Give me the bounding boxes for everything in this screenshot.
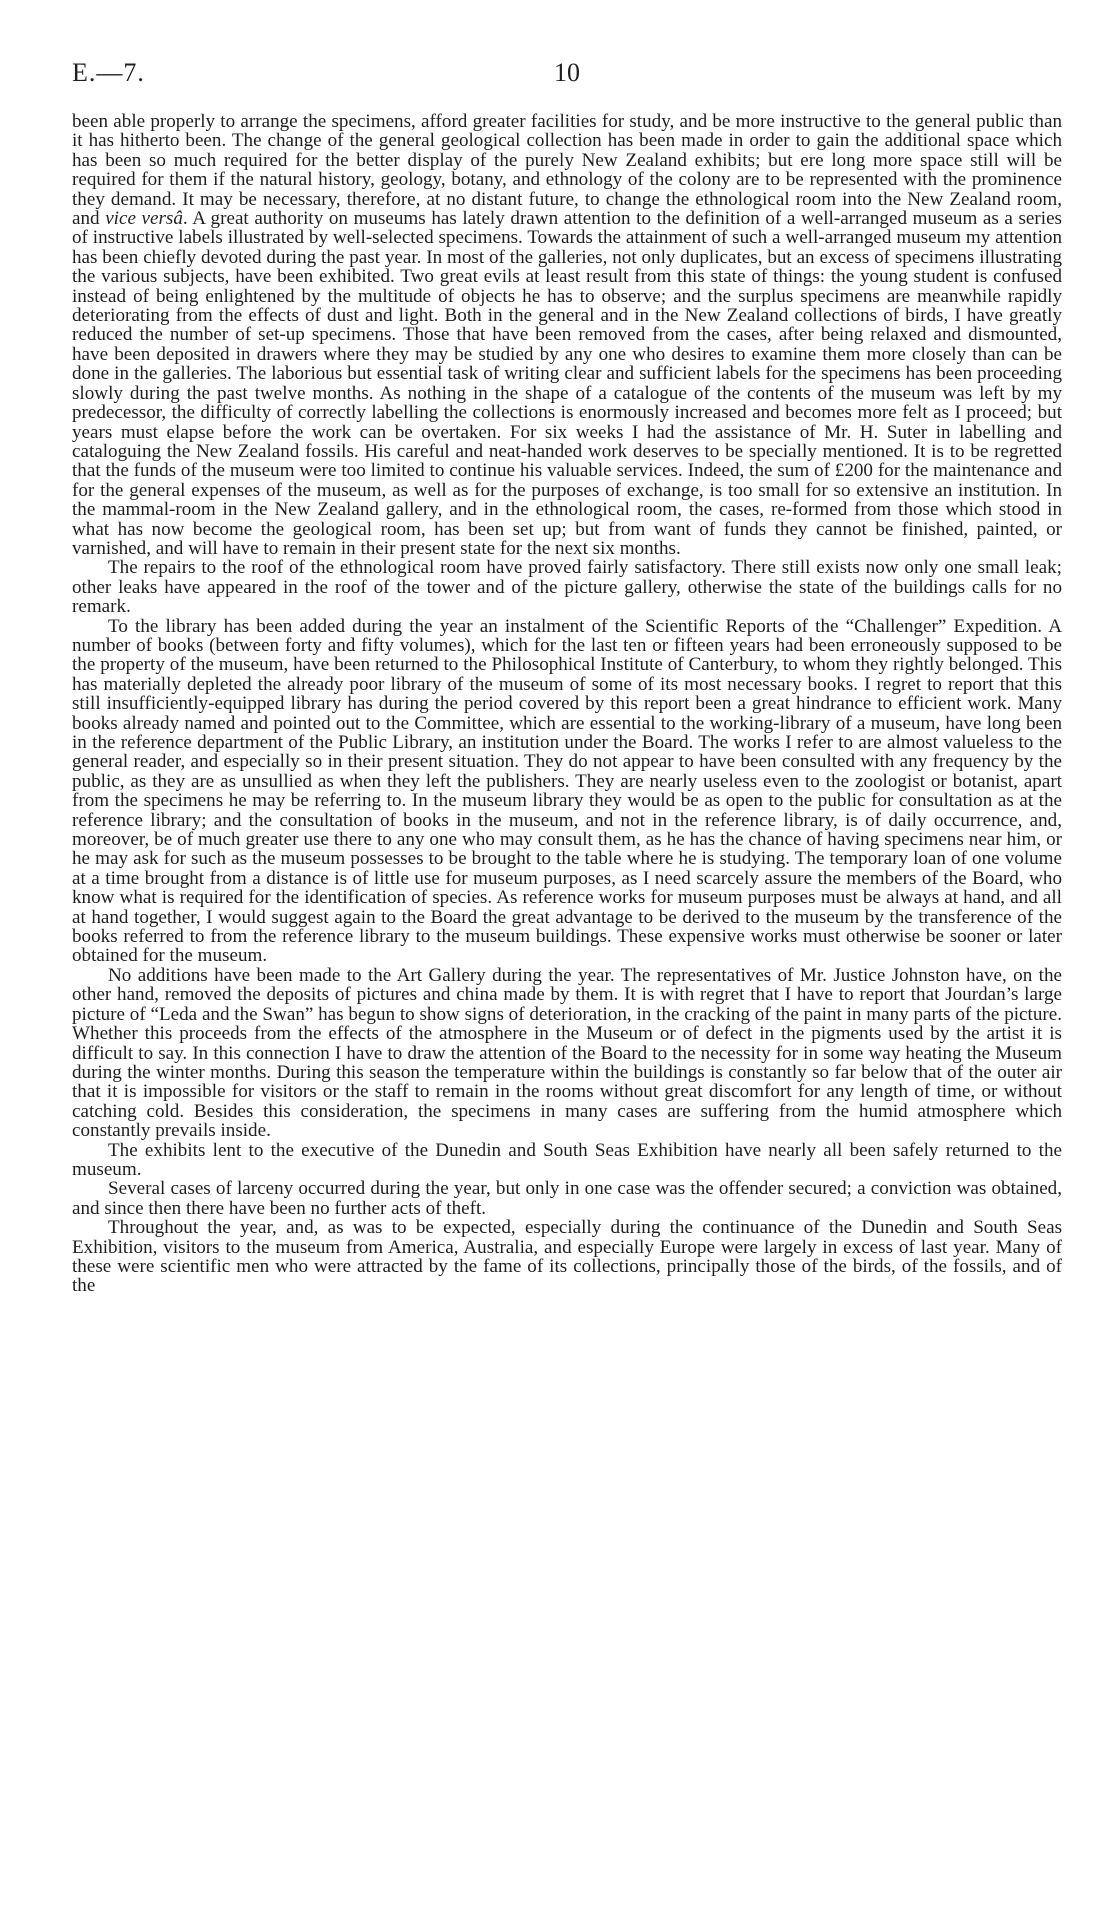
paragraph-text: . A great authority on museums has lately drawn attention to the definition of a well-arranged museum as a series of instructive labels illustrated by well-selected specimens. Towards the attainment of such a well-arranged museum my attention has been chiefly devoted during the past year. In most of the galleries, not only duplicates, but an excess of specimens illustrating the various subjects, have been exhibited. Two great evils at least result from this state of things: the young student is confused instead of being enlightened by the multitude of objects he has to observe; and the surplus specimens are meanwhile rapidly deteriorating from the effects of dust and light. Both in the general and in the New Zealand collections of birds, I have greatly reduced the number of set-up specimens. Those that have been removed from the cases, after being relaxed and dismounted, have been deposited in drawers where they may be studied by any one who desires to examine them more closely than can be done in the galleries. The laborious but essential task of writing clear and sufficient labels for the specimens has been proceeding slowly during the past twelve months. As nothing in the shape of a catalogue of the contents of the museum was left by my predecessor, the difficulty of correctly labelling the collections is enormously increased and becomes more felt as I proceed; but years must elapse before the work can be overtaken. For six weeks I had the assistance of Mr. H. Suter in labelling and cataloguing the New Zealand fossils. His careful and neat-handed work deserves to be specially mentioned. It is to be regretted that the funds of the museum were too limited to continue his valuable services. Indeed, the sum of £200 for the maintenance and for the general expenses of the museum, as well as for the purposes of exchange, is too small for so extensive an institution. In the mammal-room in the New Zealand gallery, and in the ethnological room, the cases, re-formed from those which stood in what has now become the geological room, has been set up; but from want of funds they cannot be finished, painted, or varnished, and will have to remain in their present state for the next six months. bbox=[72, 208, 1062, 559]
paragraph-larceny: Several cases of larceny occurred during the year, but only in one case was the offender secured; a conviction was obtained, and since then there have been no further acts of theft. bbox=[72, 1178, 1062, 1219]
paragraph-art-gallery: No additions have been made to the Art Gallery during the year. The representatives of Mr. Justice Johnston have, on the other hand, removed the deposits of pictures and china made by them. It is with regret that I have to report that Jourdan’s large picture of “Leda and the Swan” has begun to show signs of deterioration, in the cracking of the paint in many parts of the picture. Whether this proceeds from the effects of the atmosphere in the Museum or of defect in the pigments used by the artist it is difficult to say. In this connection I have to draw the attention of the Board to the necessity for in some way heating the Museum during the winter months. During this season the temperature within the buildings is constantly so far below that of the outer air that it is impossible for visitors or the staff to remain in the rooms without great discomfort for any length of time, or without catching cold. Besides this consideration, the specimens in many cases are suffering from the humid atmosphere which constantly prevails inside. bbox=[72, 964, 1062, 1142]
page-number: 10 bbox=[554, 58, 580, 87]
paragraph-text: been able properly to arrange the specimens, afford greater facilities for study, and be more instructive to the general public than it has hitherto been. The change of the general geological collection has been made in order to gain the additional space which has been so much required for the better display of the purely New Zealand exhibits; but ere long more space still will be required for them if the natural history, geology, botany, and ethnology of the colony are to be represented with the prominence they demand. It may be necessary, therefore, at no distant future, to change the ethnological room into the New Zealand room, and bbox=[72, 111, 1062, 230]
report-body bbox=[72, 112, 1062, 1296]
page-header bbox=[72, 58, 1062, 98]
paragraph-roof-repairs: The repairs to the roof of the ethnological room have proved fairly satisfactory. There still exists now only one small leak; other leaks have appeared in the roof of the tower and of the picture gallery, otherwise the state of the buildings calls for no remark. bbox=[72, 557, 1062, 618]
paragraph-exhibition-exhibits: The exhibits lent to the executive of the Dunedin and South Seas Exhibition have nearly all been safely returned to the museum. bbox=[72, 1139, 1062, 1180]
paragraph-display-arrangement bbox=[72, 112, 1062, 558]
latin-phrase: vice versâ bbox=[105, 208, 183, 230]
document-reference: E.—7. bbox=[72, 58, 145, 87]
paragraph-visitors: Throughout the year, and, as was to be expected, especially during the continuance of the Dunedin and South Seas Exhibition, visitors to the museum from America, Australia, and especially Europe were largely in excess of last year. Many of these were scientific men who were attracted by the fame of its collections, principally those of the birds, of the fossils, and of the bbox=[72, 1217, 1062, 1297]
paragraph-library: To the library has been added during the year an instalment of the Scientific Reports of the “Challenger” Expedition. A number of books (between forty and fifty volumes), which for the last ten or fifteen years had been erroneously supposed to be the property of the museum, have been returned to the Philosophical Institute of Canterbury, to whom they rightly belonged. This has materially depleted the already poor library of the museum of some of its most necessary books. I regret to report that this still insufficiently-equipped library has during the period covered by this report been a great hindrance to efficient work. Many books already named and pointed out to the Committee, which are essential to the working-library of a museum, have long been in the reference department of the Public Library, an institution under the Board. The works I refer to are almost valueless to the general reader, and especially so in their present situation. They do not appear to have been consulted with any frequency by the public, as they are as unsullied as when they left the publishers. They are nearly useless even to the zoologist or botanist, apart from the specimens he may be referring to. In the museum library they would be as open to the public for consultation as at the reference library; and the consultation of books in the museum, and not in the reference library, is of daily occurrence, and, moreover, be of much greater use there to any one who may consult them, as he has the chance of having specimens near him, or he may ask for such as the museum possesses to be brought to the table where he is studying. The temporary loan of one volume at a time brought from a distance is of little use for museum purposes, as I need scarcely assure the members of the Board, who know what is required for the identification of species. As reference works for museum purposes must be always at hand, and all at hand together, I would suggest again to the Board the great advantage to be derived to the museum by the transference of the books referred to from the reference library to the museum buildings. These expensive works must otherwise be sooner or later obtained for the museum. bbox=[72, 615, 1062, 967]
